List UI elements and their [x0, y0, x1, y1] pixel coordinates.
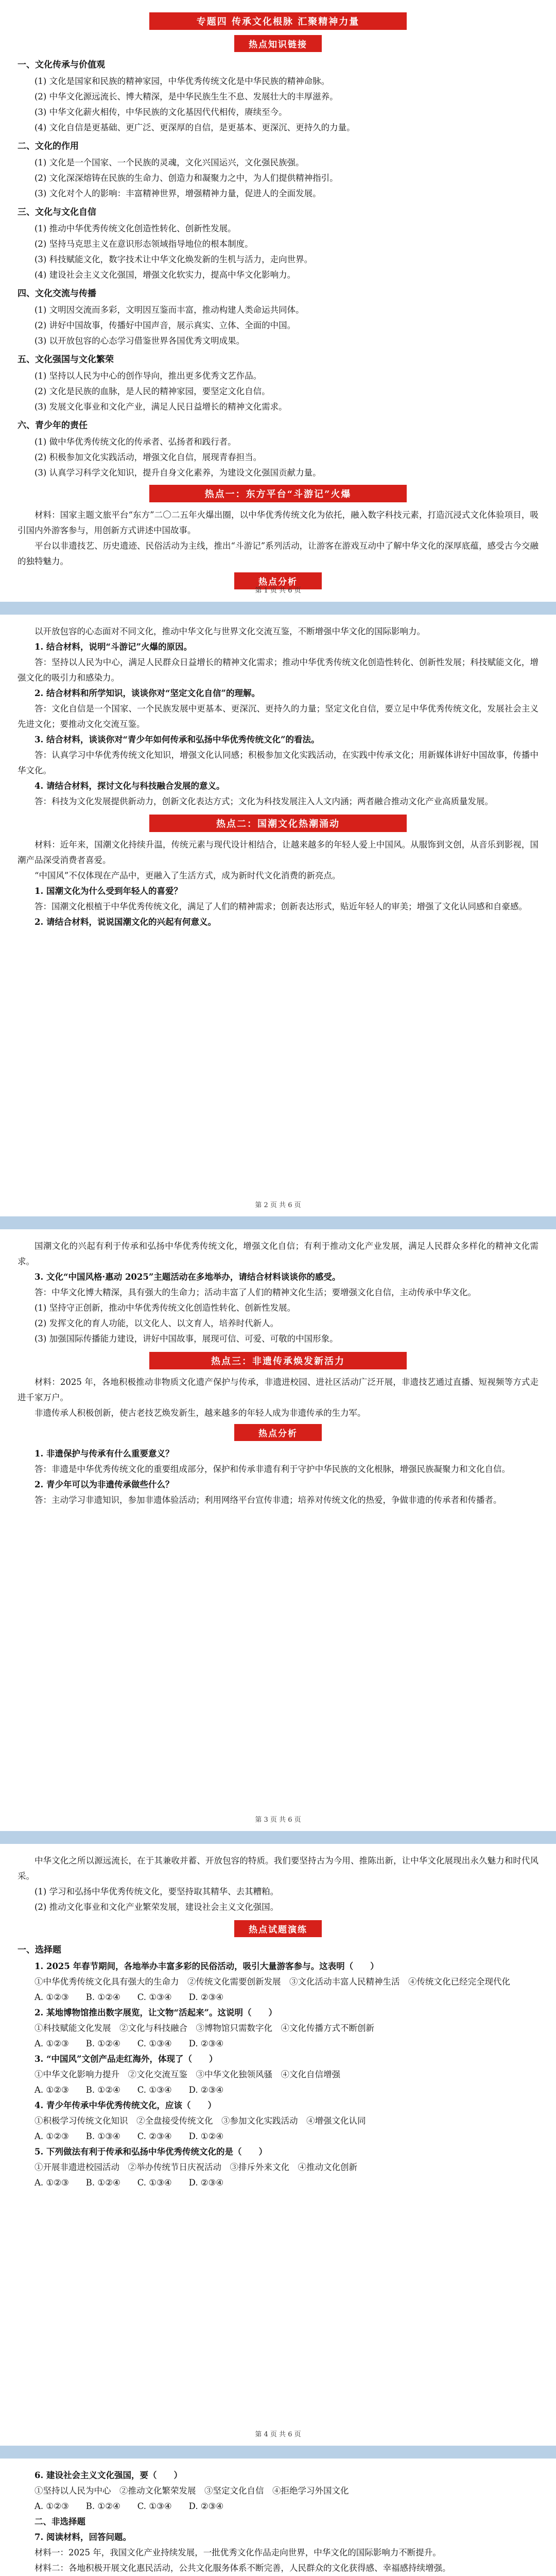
topic-paragraph: 非遗传承人积极创新，使古老技艺焕发新生，越来越多的年轻人成为非遗传承的生力军。 — [34, 1408, 366, 1418]
topic-paragraph: 平台以非遗技艺、历史遗迹、民俗活动为主线，推出“斗游记”系列活动，让游客在游戏互动中了解中华文化的深厚底蕴，感受古今交融的独特魅力。 — [18, 541, 538, 566]
page-number: 第 1 页 共 6 页 — [255, 587, 301, 595]
knowledge-item: 一、文化传承与价值观 — [18, 60, 105, 70]
question-line: 5. 下列做法有利于传承和弘扬中华优秀传统文化的是（ ） — [34, 2147, 267, 2157]
question-line: 答：非遗是中华优秀传统文化的重要组成部分，保护和传承非遗有利于守护中华民族的文化根脉，增强民族凝聚力和文化自信。 — [34, 1464, 510, 1474]
question-line: 1. 国潮文化为什么受到年轻人的喜爱？ — [34, 886, 182, 896]
page-number: 第 4 页 共 6 页 — [255, 2431, 301, 2438]
analysis-paragraph: 4. 请结合材料，探讨文化与科技融合发展的意义。 — [34, 781, 225, 791]
question-line: A. ①②③ B. ①②④ C. ①③④ D. ②③④ — [34, 2085, 224, 2095]
page5-paragraphs — [18, 2468, 538, 2576]
analysis-paragraph: 答：科技为文化发展提供新动力，创新文化表达方式；文化为科技发展注入人文内涵；两者融合推动文化产业高质量发展。 — [34, 796, 493, 806]
question-line: 2. 青少年可以为非遗传承做些什么？ — [34, 1480, 174, 1489]
page-4 — [0, 1844, 556, 2446]
question-line: A. ①②③ B. ①②④ C. ①③④ D. ②③④ — [34, 1992, 224, 2002]
knowledge-item: (2) 文化是民族的血脉，是人民的精神家园，要坚定文化自信。 — [34, 386, 270, 396]
knowledge-item: (3) 以开放包容的心态学习借鉴世界各国优秀文明成果。 — [34, 336, 245, 346]
question-line: 材料一：2025 年，我国文化产业持续发展，一批优秀文化作品走向世界，中华文化的国际影响力不断提升。 — [34, 2548, 441, 2557]
page4-paragraphs — [18, 1853, 538, 1915]
page1-banner: 专题四 传承文化根脉 汇聚精神力量 — [149, 12, 407, 30]
topic3-text — [18, 1375, 538, 1421]
knowledge-item: (1) 坚持以人民为中心的创作导向，推出更多优秀文艺作品。 — [34, 371, 262, 381]
page-2 — [0, 615, 556, 1216]
knowledge-item: (1) 做中华优秀传统文化的传承者、弘扬者和践行者。 — [34, 437, 236, 447]
topic-paragraph: “中国风”不仅体现在产品中，更融入了生活方式，成为新时代文化消费的新亮点。 — [34, 871, 341, 880]
question-line: 6. 建设社会主义文化强国，要（ ） — [34, 2470, 182, 2480]
question-line: ①中华优秀传统文化具有强大的生命力 ②传统文化需要创新发展 ③文化活动丰富人民精神生活 ④传统文化已经完全现代化 — [34, 1977, 510, 1987]
question-line: ①积极学习传统文化知识 ②全盘接受传统文化 ③参加文化实践活动 ④增强文化认同 — [34, 2116, 366, 2126]
topic-paragraph: 材料：国家主题文旅平台“东方”二〇二五年火爆出圈，以中华优秀传统文化为依托，融入数字科技元素，打造沉浸式文化体验项目，吸引国内外游客参与，用创新方式讲述中国故事。 — [18, 510, 538, 535]
knowledge-banner: 热点知识链接 — [234, 35, 322, 52]
analysis-paragraph: 答：文化自信是一个国家、一个民族发展中更基本、更深沉、更持久的力量；坚定文化自信，要立足中华优秀传统文化，发展社会主义先进文化；要推动文化交流互鉴。 — [18, 704, 538, 729]
knowledge-item: (4) 文化自信是更基础、更广泛、更深厚的自信，是更基本、更深沉、更持久的力量。 — [34, 123, 355, 132]
knowledge-item: 四、文化交流与传播 — [18, 289, 96, 299]
question-line: 二、非选择题 — [34, 2517, 85, 2527]
question-line: 7. 阅读材料，回答问题。 — [34, 2532, 131, 2542]
analysis-paragraph: 以开放包容的心态面对不同文化，推动中华文化与世界文化交流互鉴，不断增强中华文化的国际影响力。 — [34, 626, 425, 636]
topic1-text — [18, 507, 538, 569]
knowledge-item: (3) 发展文化事业和文化产业，满足人民日益增长的精神文化需求。 — [34, 402, 287, 412]
analysis-paragraph: 国潮文化的兴起有利于传承和弘扬中华优秀传统文化，增强文化自信；有利于推动文化产业发展，满足人民群众多样化的精神文化需求。 — [18, 1241, 538, 1266]
question-line: ①科技赋能文化发展 ②文化与科技融合 ③博物馆只需数字化 ④文化传播方式不断创新 — [34, 2023, 374, 2033]
topic-paragraph: 材料：近年来，国潮文化持续升温，传统元素与现代设计相结合，让越来越多的年轻人爱上中国风。从服饰到文创，从音乐到影视，国潮产品深受消费者喜爱。 — [18, 840, 538, 865]
practice-banner: 热点试题演练 — [234, 1920, 322, 1937]
analysis-paragraph: (2) 推动文化事业和文化产业繁荣发展，建设社会主义文化强国。 — [34, 1902, 279, 1912]
knowledge-list — [18, 57, 538, 481]
topic3-banner: 热点三：非遗传承焕发新活力 — [149, 1352, 407, 1369]
choice-questions — [18, 1959, 538, 2191]
section-title: 一、选择题 — [18, 1945, 61, 1955]
knowledge-item: (2) 坚持马克思主义在意识形态领域指导地位的根本制度。 — [34, 239, 253, 249]
topic-paragraph: 材料：2025 年，各地积极推动非物质文化遗产保护与传承，非遗进校园、进社区活动广泛开展，非遗技艺通过直播、短视频等方式走进千家万户。 — [18, 1377, 538, 1402]
analysis1-banner: 热点分析 — [234, 572, 322, 589]
knowledge-item: 六、青少年的责任 — [18, 420, 88, 431]
analysis-paragraph: 答：中华文化博大精深，具有强大的生命力；活动丰富了人们的精神文化生活；要增强文化自信，主动传承中华文化。 — [34, 1287, 476, 1297]
knowledge-item: (3) 中华文化薪火相传，中华民族的文化基因代代相传，赓续至今。 — [34, 107, 287, 117]
topic2-questions — [18, 884, 538, 930]
question-line: A. ①②③ B. ①②④ C. ①③④ D. ②③④ — [34, 2178, 224, 2188]
knowledge-item: 五、文化强国与文化繁荣 — [18, 354, 114, 365]
question-line: 1. 非遗保护与传承有什么重要意义？ — [34, 1449, 174, 1459]
knowledge-item: (4) 建设社会主义文化强国，增强文化软实力，提高中华文化影响力。 — [34, 270, 296, 280]
question-line: 材料二：各地积极开展文化惠民活动，公共文化服务体系不断完善，人民群众的文化获得感、幸福感持续增强。 — [34, 2563, 451, 2573]
analysis-paragraph: 答：认真学习中华优秀传统文化知识，增强文化认同感；积极参加文化实践活动，在实践中传承文化；用新媒体讲好中国故事，传播中华文化。 — [18, 750, 538, 775]
knowledge-item: (2) 讲好中国故事，传播好中国声音，展示真实、立体、全面的中国。 — [34, 320, 296, 330]
knowledge-item: (2) 积极参加文化实践活动，增强文化自信，展现青春担当。 — [34, 452, 262, 462]
knowledge-item: (1) 文化是一个国家、一个民族的灵魂，文化兴国运兴，文化强民族强。 — [34, 158, 304, 167]
analysis3-banner: 热点分析 — [234, 1424, 322, 1441]
question-line: 4. 青少年传承中华优秀传统文化，应该（ ） — [34, 2100, 216, 2110]
page-3 — [0, 1229, 556, 1831]
page3-paragraphs — [18, 1239, 538, 1347]
topic2-banner: 热点二：国潮文化热潮涌动 — [149, 815, 407, 832]
page-5 — [0, 2459, 556, 2576]
knowledge-item: 二、文化的作用 — [18, 141, 79, 151]
analysis-paragraph: 中华文化之所以源远流长，在于其兼收并蓄、开放包容的特质。我们要坚持古为今用、推陈出新，让中华文化展现出永久魅力和时代风采。 — [18, 1856, 538, 1881]
analysis-paragraph: 1. 结合材料，说明“斗游记”火爆的原因。 — [34, 642, 192, 652]
knowledge-item: (2) 中华文化源远流长、博大精深，是中华民族生生不息、发展壮大的丰厚滋养。 — [34, 92, 338, 101]
question-line: 答：国潮文化根植于中华优秀传统文化，满足了人们的精神需求；创新表达形式，贴近年轻人的审美；增强了文化认同感和自豪感。 — [34, 902, 527, 911]
knowledge-item: (3) 认真学习科学文化知识，提升自身文化素养，为建设文化强国贡献力量。 — [34, 468, 321, 478]
question-line: A. ①②③ B. ①②④ C. ①③④ D. ②③④ — [34, 2039, 224, 2048]
page-1 — [0, 0, 556, 602]
page2-paragraphs — [18, 624, 538, 809]
question-line: ①开展非遗进校园活动 ②举办传统节日庆祝活动 ③排斥外来文化 ④推动文化创新 — [34, 2162, 357, 2172]
question-line: A. ①②③ B. ①②④ C. ①③④ D. ②③④ — [34, 2501, 224, 2511]
knowledge-item: (1) 文化是国家和民族的精神家园，中华优秀传统文化是中华民族的精神命脉。 — [34, 76, 330, 86]
topic1-banner: 热点一：东方平台“斗游记”火爆 — [149, 485, 407, 502]
analysis-paragraph: 3. 结合材料，谈谈你对“青少年如何传承和弘扬中华优秀传统文化”的看法。 — [34, 735, 320, 744]
page-number: 第 3 页 共 6 页 — [255, 1816, 301, 1824]
knowledge-item: (3) 文化对个人的影响：丰富精神世界，增强精神力量，促进人的全面发展。 — [34, 189, 321, 198]
knowledge-item: (2) 文化深深熔铸在民族的生命力、创造力和凝聚力之中，为人们提供精神指引。 — [34, 173, 338, 183]
question-line: 1. 2025 年春节期间，各地举办丰富多彩的民俗活动，吸引大量游客参与。这表明（ ） — [34, 1961, 379, 1971]
analysis-paragraph: (1) 学习和弘扬中华优秀传统文化，要坚持取其精华、去其糟粕。 — [34, 1887, 279, 1896]
question-line: ①中华文化影响力提升 ②文化交流互鉴 ③中华文化独领风骚 ④文化自信增强 — [34, 2070, 340, 2079]
page-number: 第 2 页 共 6 页 — [255, 1201, 301, 1209]
knowledge-item: 三、文化与文化自信 — [18, 207, 96, 217]
topic2-text — [18, 837, 538, 884]
analysis-paragraph: (1) 坚持守正创新，推动中华优秀传统文化创造性转化、创新性发展。 — [34, 1303, 296, 1313]
analysis-paragraph: (2) 发挥文化的育人功能，以文化人、以文育人，培养时代新人。 — [34, 1318, 279, 1328]
topic3-questions — [18, 1446, 538, 1508]
question-line: 2. 请结合材料，说说国潮文化的兴起有何意义。 — [34, 917, 216, 927]
knowledge-item: (1) 文明因交流而多彩，文明因互鉴而丰富，推动构建人类命运共同体。 — [34, 305, 304, 315]
analysis-paragraph: (3) 加强国际传播能力建设，讲好中国故事，展现可信、可爱、可敬的中国形象。 — [34, 1334, 338, 1344]
question-line: ①坚持以人民为中心 ②推动文化繁荣发展 ③坚定文化自信 ④拒绝学习外国文化 — [34, 2486, 349, 2496]
knowledge-item: (1) 推动中华优秀传统文化创造性转化、创新性发展。 — [34, 224, 236, 233]
analysis-paragraph: 3. 文化“中国风格·惠动 2025”主题活动在多地举办，请结合材料谈谈你的感受。 — [34, 1272, 341, 1282]
analysis-paragraph: 答：坚持以人民为中心，满足人民群众日益增长的精神文化需求；推动中华优秀传统文化创造性转化、创新性发展；科技赋能文化，增强文化的吸引力和感染力。 — [18, 657, 538, 683]
question-line: 3. “中国风”文创产品走红海外，体现了（ ） — [34, 2054, 218, 2064]
question-line: 2. 某地博物馆推出数字展览，让文物“活起来”。这说明（ ） — [34, 2008, 277, 2018]
analysis-paragraph: 2. 结合材料和所学知识，谈谈你对“坚定文化自信”的理解。 — [34, 688, 260, 698]
question-line: 答：主动学习非遗知识，参加非遗体验活动；利用网络平台宣传非遗；培养对传统文化的热爱，争做非遗的传承者和传播者。 — [34, 1495, 502, 1505]
question-line: A. ①②③ B. ①③④ C. ②③④ D. ①②④ — [34, 2131, 224, 2141]
knowledge-item: (3) 科技赋能文化，数字技术让中华文化焕发新的生机与活力，走向世界。 — [34, 255, 313, 264]
